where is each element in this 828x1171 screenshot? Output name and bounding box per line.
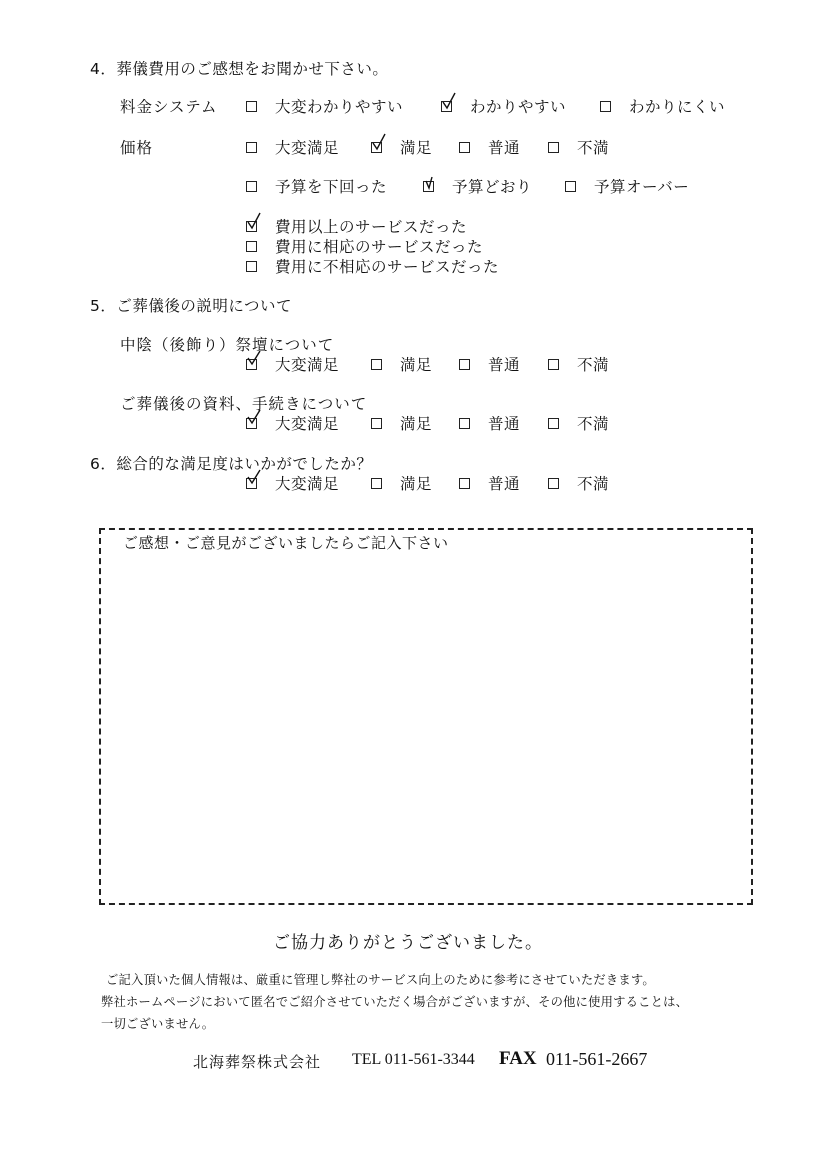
- option-label: 費用に相応のサービスだった: [275, 238, 484, 256]
- question-4-title: 4．葬儀費用のご感想をお聞かせ下さい。: [90, 60, 389, 78]
- option-label: 満足: [400, 415, 433, 433]
- check-mark-icon: [246, 350, 268, 372]
- q5-sub2-option-0[interactable]: [246, 412, 339, 434]
- checkbox[interactable]: [600, 101, 611, 112]
- check-mark-icon: [246, 409, 268, 431]
- checkbox-checked[interactable]: [441, 101, 452, 112]
- checkbox[interactable]: [565, 181, 576, 192]
- option-label: わかりやすい: [470, 98, 567, 116]
- checkbox[interactable]: [548, 142, 559, 153]
- checkbox-checked[interactable]: [371, 142, 382, 153]
- checkbox[interactable]: [371, 418, 382, 429]
- fax-number: 011-561-2667: [546, 1049, 648, 1069]
- option-label: 普通: [488, 139, 521, 157]
- option-label: 満足: [400, 356, 433, 374]
- option-label: 不満: [577, 475, 610, 493]
- option-label: 大変満足: [275, 356, 340, 374]
- price-label: 価格: [120, 139, 154, 157]
- question-6-title: 6．総合的な満足度はいかがでしたか？: [90, 455, 373, 473]
- option-label: 大変わかりやすい: [275, 98, 404, 116]
- checkbox[interactable]: [459, 478, 470, 489]
- comment-box-title: ご感想・ご意見がございましたらご記入下さい: [123, 534, 449, 552]
- check-mark-icon: [246, 212, 268, 234]
- q4-row1-option-2[interactable]: [600, 95, 725, 117]
- checkbox[interactable]: [459, 359, 470, 370]
- checkbox[interactable]: [548, 478, 559, 489]
- altar-label: 中陰（後飾り）祭壇について: [120, 336, 335, 354]
- option-label: 普通: [488, 475, 521, 493]
- q5-sub1-option-0[interactable]: [246, 353, 339, 375]
- checkbox[interactable]: [548, 418, 559, 429]
- option-label: 不満: [577, 415, 610, 433]
- q5-sub2-option-2[interactable]: [459, 412, 520, 434]
- option-label: 普通: [488, 415, 521, 433]
- checkbox[interactable]: [246, 142, 257, 153]
- checkbox[interactable]: [246, 261, 257, 272]
- option-label: 大変満足: [275, 415, 340, 433]
- checkbox-checked[interactable]: [246, 221, 257, 232]
- option-label: 予算どおり: [452, 178, 533, 196]
- q4-row3-option-2[interactable]: [565, 175, 689, 197]
- option-label: 不満: [577, 356, 610, 374]
- checkbox[interactable]: [459, 142, 470, 153]
- checkbox-checked[interactable]: [246, 418, 257, 429]
- option-label: 予算を下回った: [275, 178, 388, 196]
- option-label: 予算オーバー: [594, 178, 690, 196]
- privacy-note-line3: 一切ございません。: [101, 1017, 215, 1031]
- option-label: 大変満足: [275, 139, 340, 157]
- check-mark-icon: [371, 133, 393, 155]
- q4-row4-option-2[interactable]: [246, 255, 499, 277]
- price-system-label: 料金システム: [120, 98, 218, 116]
- option-label: 不満: [577, 139, 610, 157]
- q6-option-0[interactable]: [246, 472, 339, 494]
- company-name: 北海葬祭株式会社: [193, 1053, 322, 1071]
- q6-option-3[interactable]: [548, 472, 609, 494]
- q4-row3-option-1[interactable]: [423, 175, 532, 197]
- privacy-note-line2: 弊社ホームページにおいて匿名でご紹介させていただく場合がございますが、その他に使用することは、: [101, 995, 689, 1009]
- checkbox[interactable]: [371, 478, 382, 489]
- checkbox[interactable]: [246, 181, 257, 192]
- check-mark-icon: [423, 172, 445, 194]
- check-mark-icon: [246, 469, 268, 491]
- q4-row3-option-0[interactable]: [246, 175, 387, 197]
- q5-sub2-option-1[interactable]: [371, 412, 432, 434]
- q4-row4-option-1[interactable]: [246, 235, 483, 257]
- check-mark-icon: [441, 92, 463, 114]
- q4-row2-option-2[interactable]: [459, 136, 520, 158]
- option-label: 費用に不相応のサービスだった: [275, 258, 500, 276]
- documents-label: ご葬儀後の資料、手続きについて: [120, 395, 368, 413]
- q5-sub2-option-3[interactable]: [548, 412, 609, 434]
- q4-row1-option-0[interactable]: [246, 95, 403, 117]
- checkbox[interactable]: [459, 418, 470, 429]
- option-label: 費用以上のサービスだった: [275, 218, 468, 236]
- q4-row4-option-0[interactable]: [246, 215, 467, 237]
- thanks-message: ご協力ありがとうございました。: [273, 933, 543, 953]
- q6-option-1[interactable]: [371, 472, 432, 494]
- checkbox[interactable]: [548, 359, 559, 370]
- checkbox[interactable]: [371, 359, 382, 370]
- comment-box[interactable]: [99, 528, 753, 905]
- checkbox[interactable]: [246, 241, 257, 252]
- fax-label: FAX: [499, 1048, 537, 1069]
- checkbox-checked[interactable]: [246, 478, 257, 489]
- q5-sub1-option-2[interactable]: [459, 353, 520, 375]
- question-5-title: 5．ご葬儀後の説明について: [90, 297, 293, 315]
- privacy-note-line1: ご記入頂いた個人情報は、厳重に管理し弊社のサービス向上のために参考にさせていただきます。: [106, 973, 655, 987]
- phone-number: TEL 011-561-3344: [352, 1051, 475, 1068]
- q5-sub1-option-3[interactable]: [548, 353, 609, 375]
- q4-row1-option-1[interactable]: [441, 95, 566, 117]
- option-label: 大変満足: [275, 475, 340, 493]
- checkbox[interactable]: [246, 101, 257, 112]
- q4-row2-option-1[interactable]: [371, 136, 432, 158]
- option-label: わかりにくい: [629, 98, 726, 116]
- option-label: 満足: [400, 139, 433, 157]
- q4-row2-option-0[interactable]: [246, 136, 339, 158]
- checkbox-checked[interactable]: [423, 181, 434, 192]
- q5-sub1-option-1[interactable]: [371, 353, 432, 375]
- option-label: 普通: [488, 356, 521, 374]
- q4-row2-option-3[interactable]: [548, 136, 609, 158]
- q6-option-2[interactable]: [459, 472, 520, 494]
- checkbox-checked[interactable]: [246, 359, 257, 370]
- option-label: 満足: [400, 475, 433, 493]
